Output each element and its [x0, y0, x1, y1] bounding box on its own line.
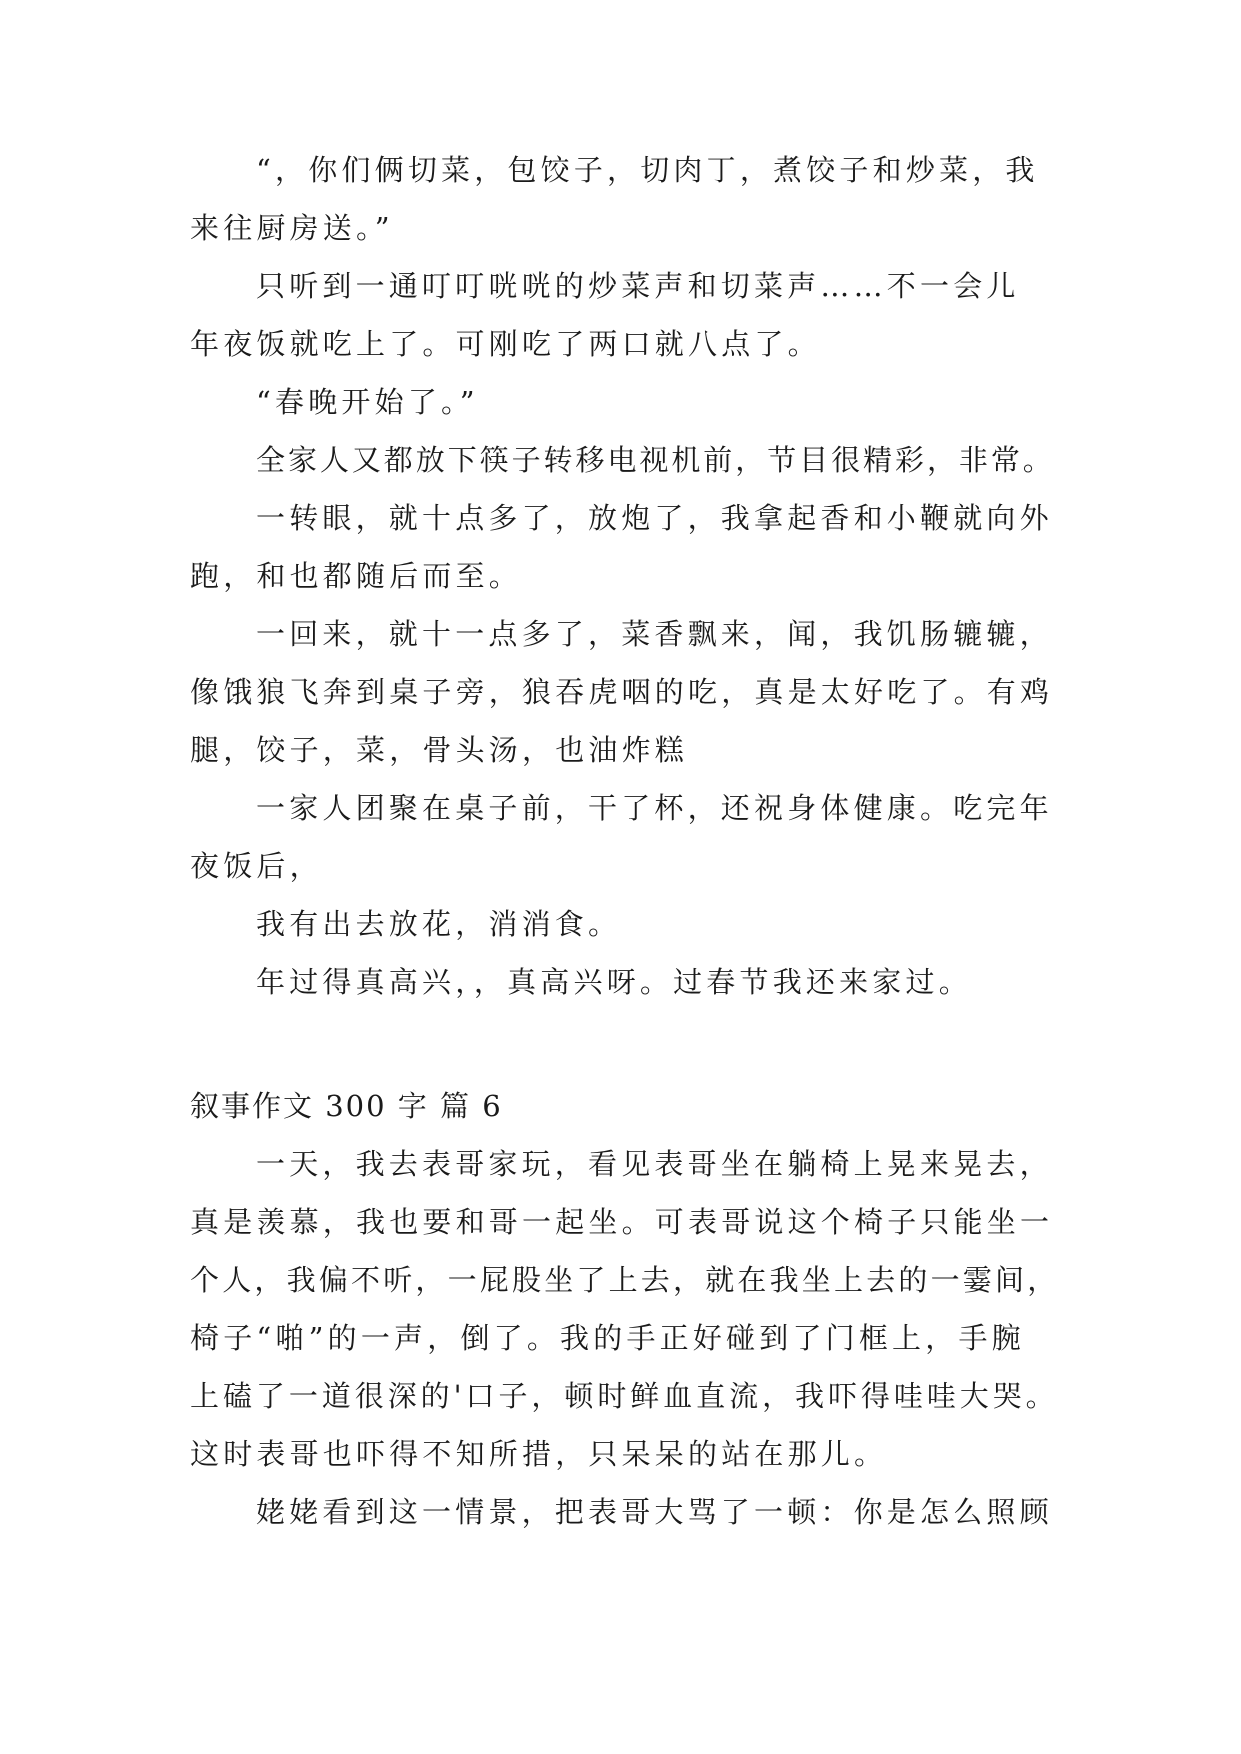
text-line: “春晚开始了。”: [256, 385, 479, 419]
section-heading: 叙事作文 300 字 篇 6: [190, 1089, 503, 1123]
text-line: 一家人团聚在桌子前，干了杯，还祝身体健康。吃完年: [256, 791, 1053, 825]
text-line: 夜饭后，: [190, 849, 323, 883]
text-line: 一转眼，就十点多了，放炮了，我拿起香和小鞭就向外: [256, 501, 1053, 535]
text-line: 上磕了一道很深的'口子，顿时鲜血直流，我吓得哇哇大哭。: [190, 1379, 1059, 1413]
text-line: 一天，我去表哥家玩，看见表哥坐在躺椅上晃来晃去，: [256, 1147, 1053, 1181]
text-line: 个人，我偏不听，一屁股坐了上去，就在我坐上去的一霎间，: [190, 1263, 1060, 1297]
text-line: 一回来，就十一点多了，菜香飘来，闻，我饥肠辘辘，: [256, 617, 1053, 651]
text-line: 跑，和也都随后而至。: [190, 559, 523, 593]
text-line: 姥姥看到这一情景，把表哥大骂了一顿：你是怎么照顾: [256, 1495, 1053, 1529]
text-line: 腿，饺子，菜，骨头汤，也油炸糕: [190, 733, 689, 767]
text-line: 全家人又都放下筷子转移电视机前，节目很精彩，非常。: [256, 443, 1055, 477]
text-line: 我有出去放花，消消食。: [256, 907, 622, 941]
text-line: 真是羡慕，我也要和哥一起坐。可表哥说这个椅子只能坐一: [190, 1205, 1054, 1239]
text-line: 这时表哥也吓得不知所措，只呆呆的站在那儿。: [190, 1437, 888, 1471]
text-line: 像饿狼飞奔到桌子旁，狼吞虎咽的吃，真是太好吃了。有鸡: [190, 675, 1054, 709]
text-line: 只听到一通叮叮咣咣的炒菜声和切菜声……不一会儿: [256, 269, 1020, 303]
text-line: 年夜饭就吃上了。可刚吃了两口就八点了。: [190, 327, 821, 361]
text-line: 椅子“啪”的一声，倒了。我的手正好碰到了门框上，手腕: [190, 1321, 1025, 1355]
text-line: 年过得真高兴，，真高兴呀。过春节我还来家过。: [256, 965, 972, 999]
text-line: “，你们俩切菜，包饺子，切肉丁，煮饺子和炒菜，我: [256, 153, 1039, 187]
text-line: 来往厨房送。”: [190, 211, 394, 245]
